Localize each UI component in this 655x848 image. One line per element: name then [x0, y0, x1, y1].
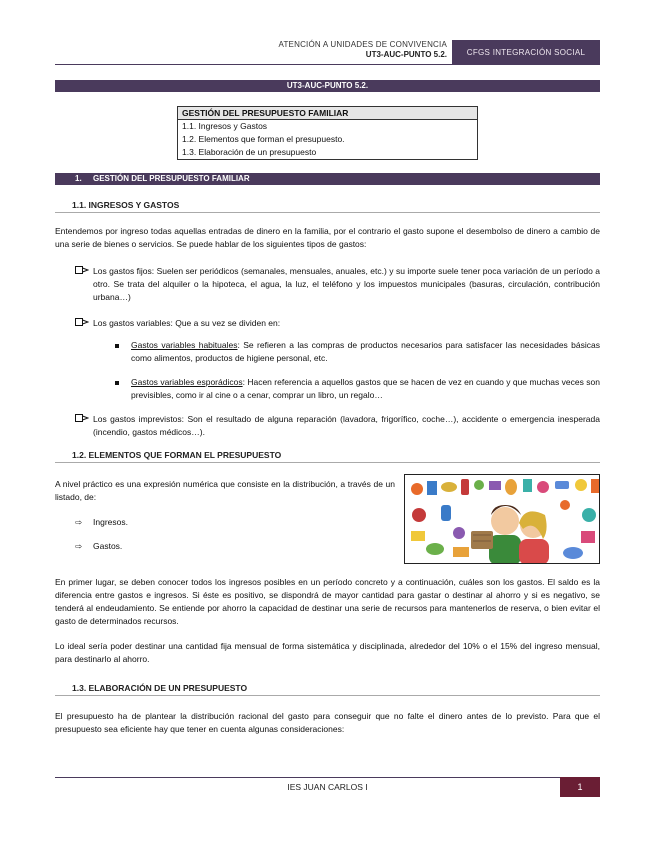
- list-item-text: Gastos.: [93, 541, 123, 551]
- family-budget-illustration: [404, 474, 600, 564]
- shopping-family-image: [405, 475, 600, 564]
- subsection-divider: [55, 462, 600, 463]
- hand-pointer-icon: [75, 265, 89, 275]
- section-title: GESTIÓN DEL PRESUPUESTO FAMILIAR: [93, 174, 250, 183]
- footer-divider: [55, 777, 600, 778]
- header-badge: CFGS INTEGRACIÓN SOCIAL: [452, 40, 600, 64]
- list-item-text: Los gastos fijos: Suelen ser periódicos (semanales, mensuales, anuales, etc.) y su importe suele tener poca variación de un período a otro. Se trata del alquiler o la hipoteca, el agua, la luz, el teléfono y los impuestos municipales (basuras, circulación, contribución urbana…): [93, 266, 600, 302]
- subsection-divider: [55, 695, 600, 696]
- list-item-ingresos: [75, 516, 128, 529]
- title-bar: UT3-AUC-PUNTO 5.2.: [55, 80, 600, 92]
- toc-item: 1.2. Elementos que forman el presupuesto.: [182, 134, 345, 144]
- list-item-gastos-fijos: [75, 265, 600, 304]
- square-bullet-icon: [115, 381, 119, 385]
- sublist-item-esporadicos: [115, 376, 600, 402]
- footer-school: IES JUAN CARLOS I: [287, 782, 368, 792]
- paragraph-ingresos-gastos: Entendemos por ingreso todas aquellas entradas de dinero en la familia, por el contrario el gasto supone el desembolso de dinero a cambio de una serie de bienes o servicios. Se puede hablar de los siguientes tipos de gastos:: [55, 226, 600, 249]
- paragraph-elementos: A nivel práctico es una expresión numérica que consiste en la distribución, a través de un listado, de:: [55, 479, 395, 502]
- list-item-gastos-variables: [75, 317, 600, 330]
- arrow-right-icon: ⇨: [75, 517, 83, 527]
- toc-item: 1.1. Ingresos y Gastos: [182, 121, 268, 131]
- toc-heading: GESTIÓN DEL PRESUPUESTO FAMILIAR: [178, 107, 477, 120]
- toc-item: 1.3. Elaboración de un presupuesto: [182, 147, 317, 157]
- term-label: Gastos variables habituales: [131, 340, 238, 350]
- hand-pointer-icon: [75, 413, 89, 423]
- hand-pointer-icon: [75, 317, 89, 327]
- section-1-bar: [55, 173, 600, 185]
- header-subject: ATENCIÓN A UNIDADES DE CONVIVENCIA: [278, 40, 447, 49]
- list-item-text: Los gastos variables: Que a su vez se dividen en:: [93, 318, 281, 328]
- term-description: : Hacen referencia a aquellos gastos que se hacen de vez en cuando y que muchas veces son previsibles, como ir al cine o a cenar, comprar un libro, un regalo…: [131, 377, 600, 400]
- sublist-item-habituales: [115, 339, 600, 365]
- subsection-1-1-title: 1.1. INGRESOS Y GASTOS: [72, 200, 180, 210]
- subsection-divider: [55, 212, 600, 213]
- subsection-1-3-title: 1.3. ELABORACIÓN DE UN PRESUPUESTO: [72, 683, 248, 693]
- paragraph-saldo: En primer lugar, se deben conocer todos los ingresos posibles en un período concreto y a continuación, cuáles son los gastos. El saldo es la diferencia entre gastos e ingresos. Si éste es positivo, se dispondrá de mayor cantidad para gastar o destinar al ahorro y si es negativo, se tenderá al endeudamiento. Se entiende por ahorro la capacidad de destinar una serie de recursos para mantenerlos de reserva, o bien evitar el gasto de determinados recursos.: [55, 577, 600, 626]
- header-unit: UT3-AUC-PUNTO 5.2.: [365, 50, 447, 59]
- header-text: [279, 40, 447, 60]
- header-divider: [55, 64, 600, 65]
- term-description: : Se refieren a las compras de productos necesarios para satisfacer las necesidades básicas como alimentos, productos de higiene personal, etc.: [131, 340, 601, 363]
- page-header: [55, 40, 600, 64]
- section-number: 1.: [75, 174, 82, 183]
- list-item-text: Los gastos imprevistos: Son el resultado de alguna reparación (lavadora, frigorífico, coche…), accidente o emergencia inesperada (incendio, gastos médicos…).: [93, 414, 600, 437]
- paragraph-ahorro: Lo ideal sería poder destinar una cantidad fija mensual de forma sistemática y disciplinada, alrededor del 10% o el 15% del ingreso mensual, para destinarlo al ahorro.: [55, 641, 600, 664]
- term-label: Gastos variables esporádicos: [131, 377, 243, 387]
- list-item-text: Ingresos.: [93, 517, 128, 527]
- arrow-right-icon: ⇨: [75, 541, 83, 551]
- subsection-1-2-title: 1.2. ELEMENTOS QUE FORMAN EL PRESUPUESTO: [72, 450, 282, 460]
- page-number: 1: [560, 777, 600, 797]
- toc-table: [177, 106, 478, 160]
- list-item-gastos: [75, 540, 122, 553]
- paragraph-elaboracion: El presupuesto ha de plantear la distribución racional del gasto para conseguir que no falte el dinero antes de lo previsto. Para que el presupuesto sea eficiente hay que tener en cuenta algunas consideraciones:: [55, 711, 600, 734]
- square-bullet-icon: [115, 344, 119, 348]
- list-item-gastos-imprevistos: [75, 413, 600, 439]
